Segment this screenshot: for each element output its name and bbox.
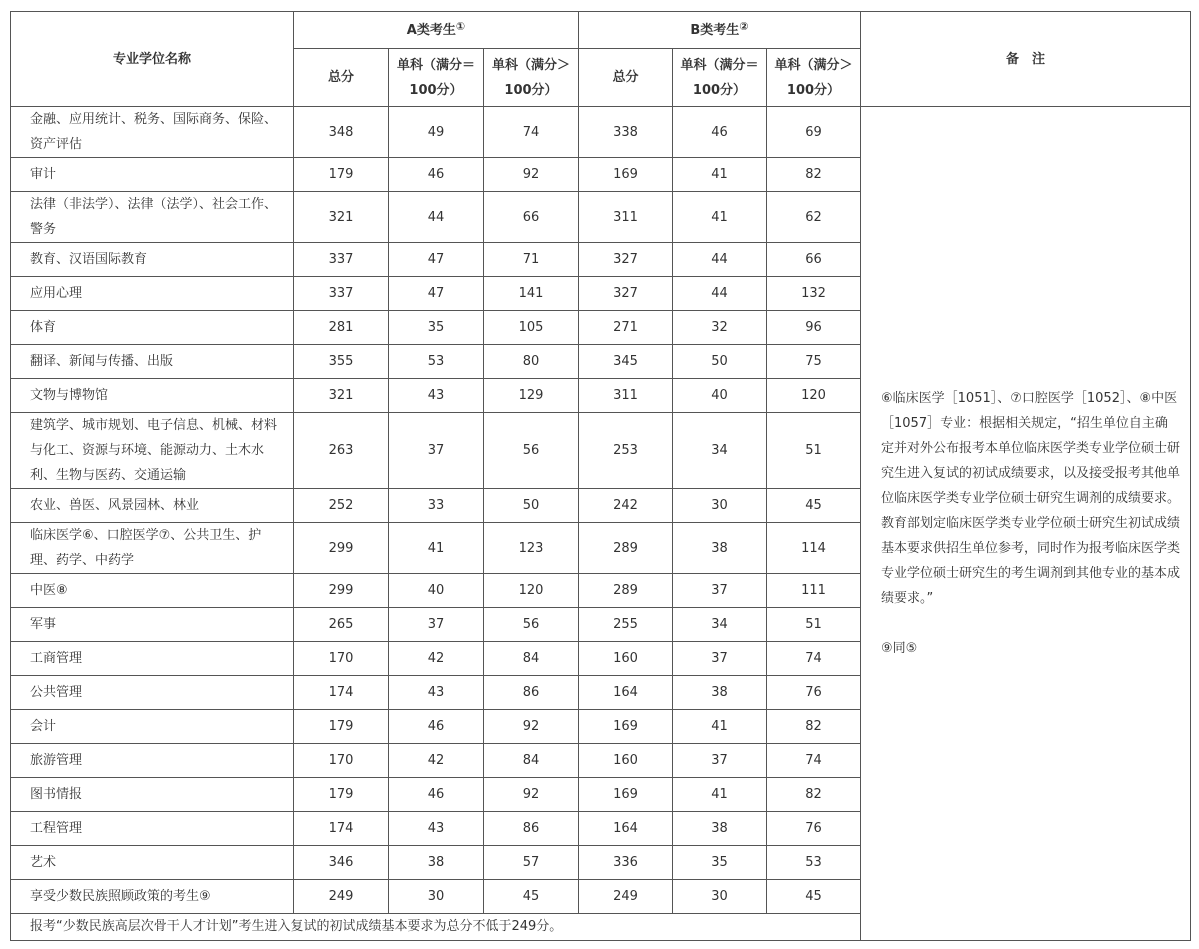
score-a-single-gt100-cell: 50: [484, 489, 579, 523]
score-a-total-cell: 170: [294, 744, 389, 778]
score-b-total-cell: 164: [579, 812, 673, 846]
score-b-total-cell: 336: [579, 846, 673, 880]
score-a-single-gt100-cell: 92: [484, 778, 579, 812]
score-b-total-cell: 164: [579, 676, 673, 710]
score-b-total-cell: 345: [579, 345, 673, 379]
score-a-single-gt100-cell: 105: [484, 311, 579, 345]
score-a-total-cell: 179: [294, 710, 389, 744]
score-b-single-gt100-cell: 75: [767, 345, 861, 379]
score-b-single-gt100-cell: 82: [767, 158, 861, 192]
score-a-total-cell: 337: [294, 277, 389, 311]
major-name-cell: 临床医学⑥、口腔医学⑦、公共卫生、护理、药学、中药学: [11, 523, 294, 574]
score-b-single-gt100-cell: 120: [767, 379, 861, 413]
score-b-single-100-cell: 40: [673, 379, 767, 413]
score-a-single-100-cell: 42: [389, 642, 484, 676]
score-b-single-100-cell: 30: [673, 880, 767, 914]
group-b-mark: ②: [739, 19, 749, 33]
score-b-single-100-cell: 46: [673, 107, 767, 158]
major-name-cell: 工商管理: [11, 642, 294, 676]
table-body: [11, 107, 1191, 941]
remarks-cell: [861, 107, 1191, 941]
score-a-single-gt100-cell: 86: [484, 676, 579, 710]
score-b-total-cell: 338: [579, 107, 673, 158]
score-a-single-gt100-cell: 56: [484, 413, 579, 489]
remarks-paragraph-same: ⑨同⑤: [881, 641, 918, 656]
score-a-single-gt100-cell: 92: [484, 710, 579, 744]
major-name-cell: 军事: [11, 608, 294, 642]
major-name-cell: 文物与博物馆: [11, 379, 294, 413]
score-a-single-gt100-cell: 92: [484, 158, 579, 192]
score-table: [10, 11, 1191, 941]
major-name-cell: 金融、应用统计、税务、国际商务、保险、资产评估: [11, 107, 294, 158]
score-a-single-gt100-cell: 57: [484, 846, 579, 880]
major-name-cell: 中医⑧: [11, 574, 294, 608]
score-b-total-cell: 289: [579, 574, 673, 608]
score-b-single-100-cell: 32: [673, 311, 767, 345]
header-a-single-gt100: 单科（满分＞100分）: [484, 49, 579, 107]
score-b-single-gt100-cell: 69: [767, 107, 861, 158]
score-b-single-gt100-cell: 51: [767, 413, 861, 489]
group-a-label: A类考生: [406, 22, 456, 38]
score-a-total-cell: 355: [294, 345, 389, 379]
score-b-single-100-cell: 41: [673, 710, 767, 744]
score-b-single-gt100-cell: 114: [767, 523, 861, 574]
header-a-total: 总分: [294, 49, 389, 107]
score-a-total-cell: 249: [294, 880, 389, 914]
score-a-total-cell: 174: [294, 676, 389, 710]
score-b-single-100-cell: 37: [673, 744, 767, 778]
score-a-single-100-cell: 38: [389, 846, 484, 880]
score-a-single-100-cell: 37: [389, 413, 484, 489]
header-a-single-100: 单科（满分＝100分）: [389, 49, 484, 107]
score-a-single-gt100-cell: 84: [484, 744, 579, 778]
score-b-single-gt100-cell: 111: [767, 574, 861, 608]
score-b-total-cell: 311: [579, 379, 673, 413]
major-name-cell: 建筑学、城市规划、电子信息、机械、材料与化工、资源与环境、能源动力、土木水利、生物与医药、交通运输: [11, 413, 294, 489]
score-b-single-gt100-cell: 132: [767, 277, 861, 311]
score-a-single-100-cell: 53: [389, 345, 484, 379]
score-b-total-cell: 169: [579, 158, 673, 192]
score-a-total-cell: 174: [294, 812, 389, 846]
major-name-cell: 会计: [11, 710, 294, 744]
major-name-cell: 图书情报: [11, 778, 294, 812]
group-a-mark: ①: [455, 19, 466, 33]
score-b-single-gt100-cell: 74: [767, 744, 861, 778]
score-b-total-cell: 160: [579, 642, 673, 676]
score-a-single-gt100-cell: 84: [484, 642, 579, 676]
score-b-single-100-cell: 41: [673, 778, 767, 812]
score-a-single-100-cell: 46: [389, 710, 484, 744]
score-a-total-cell: 348: [294, 107, 389, 158]
major-name-cell: 工程管理: [11, 812, 294, 846]
score-a-single-100-cell: 40: [389, 574, 484, 608]
score-a-total-cell: 265: [294, 608, 389, 642]
score-b-single-100-cell: 34: [673, 413, 767, 489]
score-a-single-100-cell: 43: [389, 676, 484, 710]
score-a-single-gt100-cell: 45: [484, 880, 579, 914]
score-a-total-cell: 321: [294, 379, 389, 413]
score-b-total-cell: 169: [579, 778, 673, 812]
score-a-total-cell: 179: [294, 158, 389, 192]
score-b-total-cell: 160: [579, 744, 673, 778]
score-a-single-gt100-cell: 141: [484, 277, 579, 311]
score-a-total-cell: 299: [294, 574, 389, 608]
score-a-single-100-cell: 46: [389, 158, 484, 192]
score-a-total-cell: 170: [294, 642, 389, 676]
score-a-single-gt100-cell: 74: [484, 107, 579, 158]
header-major-name: 专业学位名称: [11, 12, 294, 107]
score-b-single-100-cell: 37: [673, 642, 767, 676]
score-a-single-gt100-cell: 80: [484, 345, 579, 379]
header-b-single-gt100: 单科（满分＞100分）: [767, 49, 861, 107]
score-a-total-cell: 179: [294, 778, 389, 812]
score-a-single-100-cell: 35: [389, 311, 484, 345]
score-a-total-cell: 263: [294, 413, 389, 489]
header-b-total: 总分: [579, 49, 673, 107]
score-a-total-cell: 321: [294, 192, 389, 243]
score-b-single-100-cell: 44: [673, 243, 767, 277]
header-b-single-100: 单科（满分＝100分）: [673, 49, 767, 107]
score-a-single-100-cell: 30: [389, 880, 484, 914]
score-b-single-100-cell: 41: [673, 192, 767, 243]
score-a-total-cell: 337: [294, 243, 389, 277]
remarks-label: 备 注: [1005, 51, 1045, 67]
score-b-single-gt100-cell: 66: [767, 243, 861, 277]
score-b-single-gt100-cell: 45: [767, 880, 861, 914]
major-name-cell: 艺术: [11, 846, 294, 880]
score-b-single-100-cell: 35: [673, 846, 767, 880]
score-b-single-gt100-cell: 96: [767, 311, 861, 345]
score-b-single-gt100-cell: 62: [767, 192, 861, 243]
score-b-total-cell: 242: [579, 489, 673, 523]
score-b-single-gt100-cell: 82: [767, 710, 861, 744]
major-name-cell: 教育、汉语国际教育: [11, 243, 294, 277]
score-a-single-100-cell: 43: [389, 812, 484, 846]
score-b-single-100-cell: 50: [673, 345, 767, 379]
score-b-total-cell: 253: [579, 413, 673, 489]
score-b-total-cell: 289: [579, 523, 673, 574]
score-a-single-100-cell: 42: [389, 744, 484, 778]
score-b-total-cell: 311: [579, 192, 673, 243]
major-name-cell: 体育: [11, 311, 294, 345]
score-b-single-100-cell: 38: [673, 676, 767, 710]
score-b-single-gt100-cell: 82: [767, 778, 861, 812]
score-b-total-cell: 169: [579, 710, 673, 744]
score-b-total-cell: 255: [579, 608, 673, 642]
score-b-single-100-cell: 38: [673, 523, 767, 574]
score-a-single-100-cell: 47: [389, 277, 484, 311]
score-a-single-gt100-cell: 71: [484, 243, 579, 277]
score-a-single-100-cell: 41: [389, 523, 484, 574]
score-a-single-100-cell: 43: [389, 379, 484, 413]
major-name-cell: 公共管理: [11, 676, 294, 710]
score-table-container: [10, 11, 1191, 941]
table-row: [11, 107, 1191, 158]
score-b-total-cell: 271: [579, 311, 673, 345]
score-b-single-100-cell: 30: [673, 489, 767, 523]
major-name-cell: 享受少数民族照顾政策的考生⑨: [11, 880, 294, 914]
score-b-single-100-cell: 34: [673, 608, 767, 642]
score-a-total-cell: 252: [294, 489, 389, 523]
score-a-total-cell: 346: [294, 846, 389, 880]
score-a-single-gt100-cell: 66: [484, 192, 579, 243]
group-b-label: B类考生: [690, 22, 740, 38]
score-b-single-100-cell: 44: [673, 277, 767, 311]
score-b-single-100-cell: 41: [673, 158, 767, 192]
score-a-total-cell: 281: [294, 311, 389, 345]
score-a-single-gt100-cell: 123: [484, 523, 579, 574]
major-name-cell: 审计: [11, 158, 294, 192]
score-a-single-gt100-cell: 129: [484, 379, 579, 413]
score-a-single-100-cell: 33: [389, 489, 484, 523]
score-a-single-100-cell: 46: [389, 778, 484, 812]
major-name-cell: 旅游管理: [11, 744, 294, 778]
score-a-single-100-cell: 44: [389, 192, 484, 243]
score-b-single-gt100-cell: 45: [767, 489, 861, 523]
major-name-cell: 农业、兽医、风景园林、林业: [11, 489, 294, 523]
header-remarks: [861, 12, 1191, 107]
score-b-single-100-cell: 38: [673, 812, 767, 846]
score-b-single-gt100-cell: 53: [767, 846, 861, 880]
header-group-a: [294, 12, 579, 49]
major-name-cell: 翻译、新闻与传播、出版: [11, 345, 294, 379]
score-a-single-100-cell: 47: [389, 243, 484, 277]
score-b-total-cell: 327: [579, 277, 673, 311]
score-b-single-gt100-cell: 51: [767, 608, 861, 642]
footer-note: 报考“少数民族高层次骨干人才计划”考生进入复试的初试成绩基本要求为总分不低于249分。: [11, 914, 861, 941]
score-a-total-cell: 299: [294, 523, 389, 574]
remarks-paragraph-clinical: ⑥临床医学［1051］、⑦口腔医学［1052］、⑧中医［1057］专业：根据相关规定，“招生单位自主确定并对外公布报考本单位临床医学类专业学位硕士研究生进入复试的初试成绩要求，以及接受报考其他单位临床医学类专业学位硕士研究生调剂的成绩要求。教育部划定临床医学类专业学位硕士研究生初试成绩基本要求供招生单位参考，同时作为报考临床医学类专业学位硕士研究生的考生调剂到其他专业的基本成绩要求。”: [881, 391, 1181, 606]
score-a-single-100-cell: 37: [389, 608, 484, 642]
header-group-b: [579, 12, 861, 49]
score-a-single-gt100-cell: 56: [484, 608, 579, 642]
score-b-single-gt100-cell: 74: [767, 642, 861, 676]
score-a-single-gt100-cell: 86: [484, 812, 579, 846]
score-b-single-gt100-cell: 76: [767, 812, 861, 846]
major-name-cell: 法律（非法学）、法律（法学）、社会工作、警务: [11, 192, 294, 243]
score-a-single-100-cell: 49: [389, 107, 484, 158]
score-b-total-cell: 327: [579, 243, 673, 277]
score-b-single-gt100-cell: 76: [767, 676, 861, 710]
score-a-single-gt100-cell: 120: [484, 574, 579, 608]
major-name-cell: 应用心理: [11, 277, 294, 311]
score-b-total-cell: 249: [579, 880, 673, 914]
score-b-single-100-cell: 37: [673, 574, 767, 608]
